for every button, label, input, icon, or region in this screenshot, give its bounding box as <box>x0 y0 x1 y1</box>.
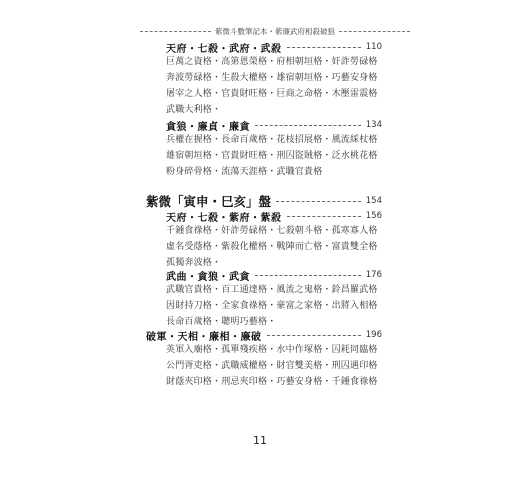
toc-subtitle: 破軍・天相・廉相・廉破 <box>146 331 262 343</box>
toc-subtitle-row <box>146 328 382 342</box>
toc-subtitle: 貪狼・廉貞・廉貪 <box>166 121 250 133</box>
toc-page-number: 176 <box>365 270 382 280</box>
toc-entry-line: 屠宰之人格・官貴財旺格・巨商之命格・木壓雷震格 <box>166 89 378 99</box>
toc-subtitle-row <box>166 209 382 223</box>
toc-entry-line: 巨萬之資格・高第恩榮格・府相朝垣格・奸詐勞碌格 <box>166 57 378 67</box>
dot-leader <box>276 201 361 202</box>
toc-subtitle: 天府・七殺・紫府・紫殺 <box>166 212 282 224</box>
toc-subtitle-row <box>166 40 382 54</box>
toc-entry-line: 武職大利格・ <box>166 105 222 115</box>
toc-entry-line: 因財持刀格・全家食祿格・豪富之家格・出將入相格 <box>166 301 378 311</box>
toc-page-number: 110 <box>365 42 382 52</box>
toc-entry-line: 長命百歲格・聰明巧藝格・ <box>166 317 277 327</box>
toc-entry-line: 英軍入廟格・孤單殘疾格・水中作塚格・囚耗同臨格 <box>166 345 378 355</box>
header-rule-left <box>140 31 211 32</box>
toc-entry-line: 財蔭夾印格・刑忌夾印格・巧藝安身格・千鍾食祿格 <box>166 377 378 387</box>
running-title: 紫微斗數筆記本・紫廉武府相殺破狼 <box>215 27 335 36</box>
toc-subtitle: 武曲・貪狼・武貪 <box>166 271 250 283</box>
toc-section-title: 紫微「寅申・巳亥」盤 <box>146 194 272 209</box>
toc-section-row <box>146 193 382 209</box>
page-number: 11 <box>253 434 267 447</box>
dot-leader <box>255 275 361 276</box>
toc-subtitle-row <box>166 268 382 282</box>
toc-entry-line: 武職官貴格・百工通達格・風流之鬼格・鈴昌羅武格 <box>166 285 378 295</box>
toc-entry-line: 虛名受蔭格・紫殺化權格・戰陣而亡格・富貴雙全格 <box>166 242 378 252</box>
toc-entry-line: 千鍾食祿格・奸詐勞碌格・七殺朝斗格・孤寒寡人格 <box>166 226 378 236</box>
toc-page-number: 154 <box>365 196 382 206</box>
dot-leader <box>287 216 361 217</box>
running-header <box>140 26 410 37</box>
toc-entry-line: 兵權在握格・長命百歲格・花枝招展格・風流綵杖格 <box>166 135 378 145</box>
toc-subtitle: 天府・七殺・武府・武殺 <box>166 43 282 55</box>
toc-page-number: 156 <box>365 211 382 221</box>
toc-entry-line: 孤獨奔波格・ <box>166 258 222 268</box>
toc-entry-line: 公門胥吏格・武職威權格・財官雙美格・刑囚遇印格 <box>166 361 378 371</box>
header-rule-right <box>339 31 410 32</box>
toc-entry-line: 雄宿朝垣格・官貴財旺格・刑囚盜賊格・泛水桃花格 <box>166 151 378 161</box>
toc-page-number: 196 <box>365 330 382 340</box>
dot-leader <box>267 335 361 336</box>
dot-leader <box>287 47 361 48</box>
toc-page-number: 134 <box>365 120 382 130</box>
dot-leader <box>255 125 361 126</box>
toc-subtitle-row <box>166 118 382 132</box>
toc-entry-line: 奔波勞碌格・生殺大權格・雄宿朝垣格・巧藝安身格 <box>166 73 378 83</box>
toc-entry-line: 粉身碎骨格・流蕩天涯格・武職官貴格 <box>166 167 323 177</box>
